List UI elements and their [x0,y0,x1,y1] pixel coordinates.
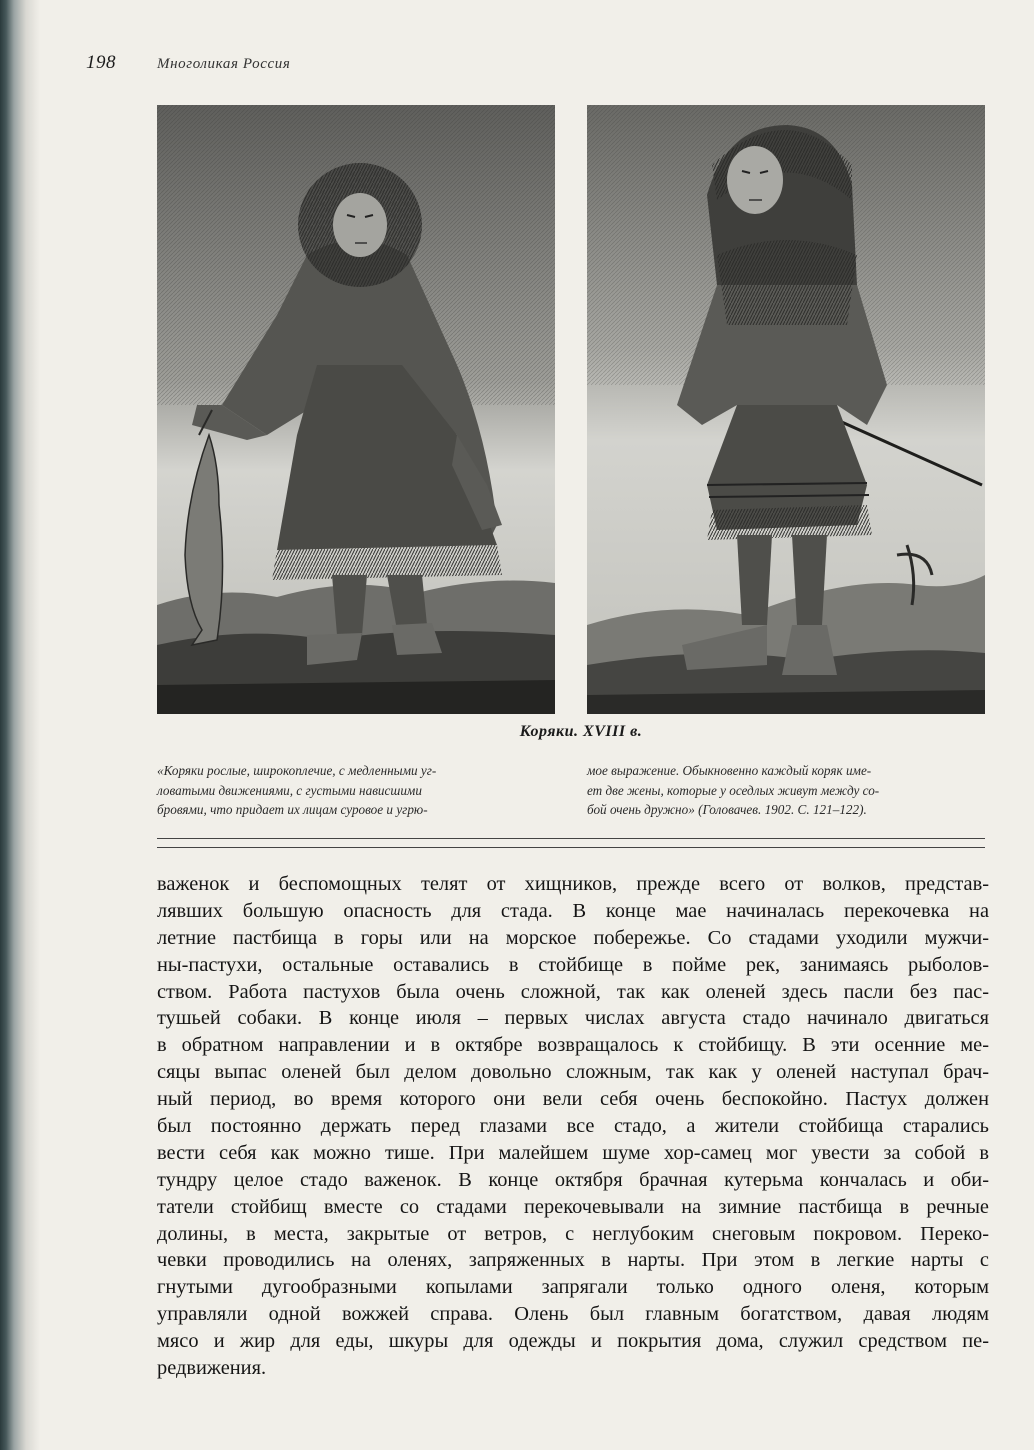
text-line: летние пастбища в горы или на морское побережье. Со стадами уходили мужчи- [157,926,989,949]
text-line: ны-пастухи, остальные оставались в стойбище в пойме рек, занимаясь рыболов- [157,953,989,976]
engraving-koryak-man-with-staff [587,105,985,714]
text-line: гнутыми дугообразными копылами запрягали только одного оленя, которым [157,1276,989,1299]
text-line: важенок и беспомощных телят от хищников, прежде всего от волков, представ- [157,873,989,895]
text-line: чевки проводились на оленях, запряженных в нарты. При этом в легкие нарты с [157,1249,989,1272]
text-line: тундру целое стадо важенок. В конце октября брачная кутерьма кончалась и оби- [157,1168,989,1191]
text-line: редвижения. [157,1357,267,1380]
text-line: долины, в места, закрытые от ветров, с неглубоким снеговым покровом. Переко- [157,1222,989,1245]
figure-quote-left [157,761,557,820]
divider-rule [157,838,985,839]
engraving-koryak-woman-with-fish [157,105,555,714]
text-line: сяцы выпас оленей был делом довольно сложным, так как у оленей наступал брач- [157,1061,989,1084]
quote-line: «Коряки рослые, широкоплечие, с медленными уг- [157,763,437,778]
quote-line: бой очень дружно» (Головачев. 1902. С. 121–122). [587,802,867,817]
text-line: лявших большую опасность для стада. В конце мае начиналась перекочевка на [157,899,989,922]
running-head: Многоликая Россия [157,56,291,72]
quote-line: ловатыми движениями, с густыми нависшими [157,782,422,798]
figure-quote-right [587,761,983,820]
text-line: вести себя как можно тише. При малейшем шуме хор-самец мог увести за собой в [157,1141,989,1164]
text-line: тушьей собаки. В конце июля – первых числах августа стадо начинало двигаться [157,1007,989,1030]
page-number: 198 [86,52,116,73]
body-paragraph [157,871,989,1382]
quote-line: бровями, что придает их лицам суровое и угрю- [157,802,428,817]
text-line: управляли одной вожжей справа. Олень был главным богатством, давая людям [157,1303,989,1326]
text-line: мясо и жир для еды, шкуры для одежды и покрытия дома, служил средством пе- [157,1330,989,1353]
divider-rule [157,847,985,848]
figure-caption: Коряки. XVIII в. [519,723,643,740]
text-line: в обратном направлении и в октябре возвращалось к стойбищу. В эти осенние ме- [157,1034,989,1057]
text-line: ный период, во время которого они вели себя очень беспокойно. Пастух должен [157,1088,989,1111]
text-line: был постоянно держать перед глазами все стадо, а жители стойбища старались [157,1115,989,1138]
quote-line: мое выражение. Обыкновенно каждый коряк име- [587,763,872,778]
text-line: татели стойбищ вместе со стадами перекочевывали на зимние пастбища в речные [157,1195,989,1218]
quote-line: ет две жены, которые у оседлых живут между со- [587,782,880,798]
text-line: ством. Работа пастухов была очень сложной, так как оленей здесь пасли без пас- [157,980,989,1003]
